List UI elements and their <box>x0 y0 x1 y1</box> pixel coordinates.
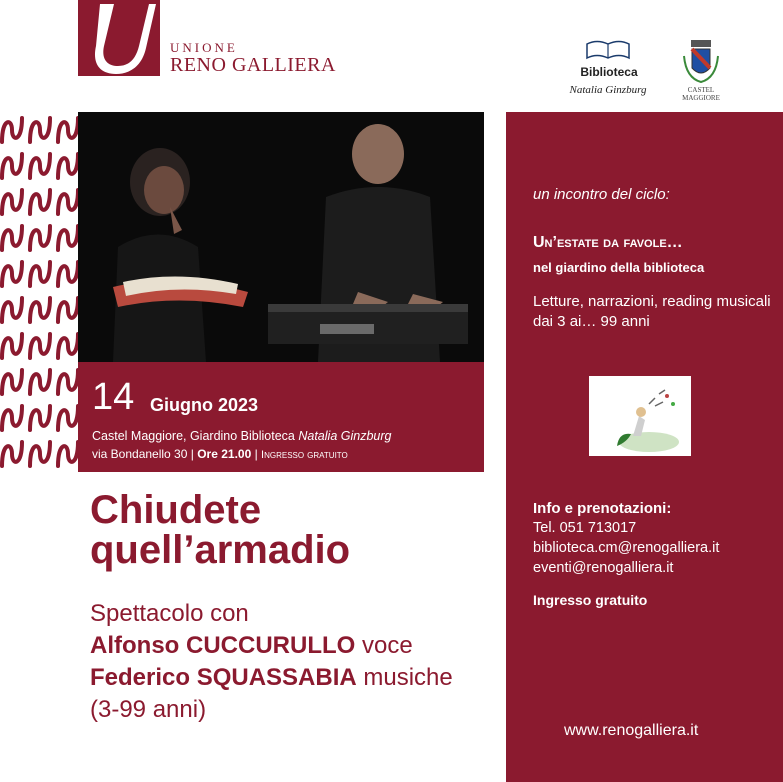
performer-1 <box>90 630 510 662</box>
performer-1-role: voce <box>355 632 413 659</box>
phone-number: Tel. 051 713017 <box>533 520 637 536</box>
email-biblioteca-link[interactable]: biblioteca.cm@renogalliera.it <box>533 540 720 556</box>
place-prefix: Castel Maggiore, Giardino Biblioteca <box>92 429 299 443</box>
library-signature: Natalia Ginzburg <box>569 84 647 96</box>
place-name: Natalia Ginzburg <box>298 429 392 443</box>
event-time: Ore 21.00 <box>197 447 252 461</box>
brand-top-text: UNIONE <box>170 40 238 55</box>
brand-name: RENO GALLIERA <box>170 54 336 76</box>
show-subtitle <box>90 598 510 726</box>
event-day: 14 <box>92 376 135 418</box>
municipality-line2: MAGGIORE <box>682 94 720 102</box>
book-icon <box>585 38 631 60</box>
address-separator: | <box>251 447 262 461</box>
title-line2: quell’armadio <box>90 528 351 572</box>
cycle-intro: un incontro del ciclo: <box>533 186 670 203</box>
performer-2 <box>90 662 510 694</box>
event-info-band <box>78 362 484 472</box>
info-panel <box>506 112 783 782</box>
municipality-label <box>668 86 734 102</box>
show-title <box>90 490 510 570</box>
entry-info: Ingresso gratuito <box>261 449 348 461</box>
website-link[interactable]: www.renogalliera.it <box>564 722 699 739</box>
performer-2-name: Federico SQUASSABIA <box>90 664 357 691</box>
subtitle-line1: Spettacolo con <box>90 600 249 627</box>
cycle-description: Letture, narrazioni, reading musicali dai 3 ai… 99 anni <box>533 293 771 330</box>
coat-of-arms-icon <box>680 38 722 86</box>
cycle-subtitle: nel giardino della biblioteca <box>533 260 705 275</box>
wave-pattern-icon <box>0 112 80 472</box>
unione-logo-icon <box>78 0 160 76</box>
performer-1-name: Alfonso CUCCURULLO <box>90 632 356 659</box>
event-month-year: Giugno 2023 <box>150 395 259 415</box>
event-place <box>92 429 391 443</box>
library-label: Biblioteca <box>580 65 638 79</box>
email-eventi-link[interactable]: eventi@renogalliera.it <box>533 560 674 576</box>
entry-note: Ingresso gratuito <box>533 592 648 608</box>
event-address <box>92 447 348 461</box>
info-heading: Info e prenotazioni: <box>533 500 672 517</box>
cycle-name: Un’estate da favole… <box>533 234 683 251</box>
title-line1: Chiudete <box>90 488 262 532</box>
age-range: (3-99 anni) <box>90 696 207 723</box>
performers-photo <box>78 112 484 362</box>
performer-2-role: musiche <box>356 664 453 691</box>
municipality-line1: CASTEL <box>687 86 715 94</box>
address-text: via Bondanello 30 | <box>92 447 198 461</box>
fairy-tale-thumbnail <box>589 376 691 456</box>
